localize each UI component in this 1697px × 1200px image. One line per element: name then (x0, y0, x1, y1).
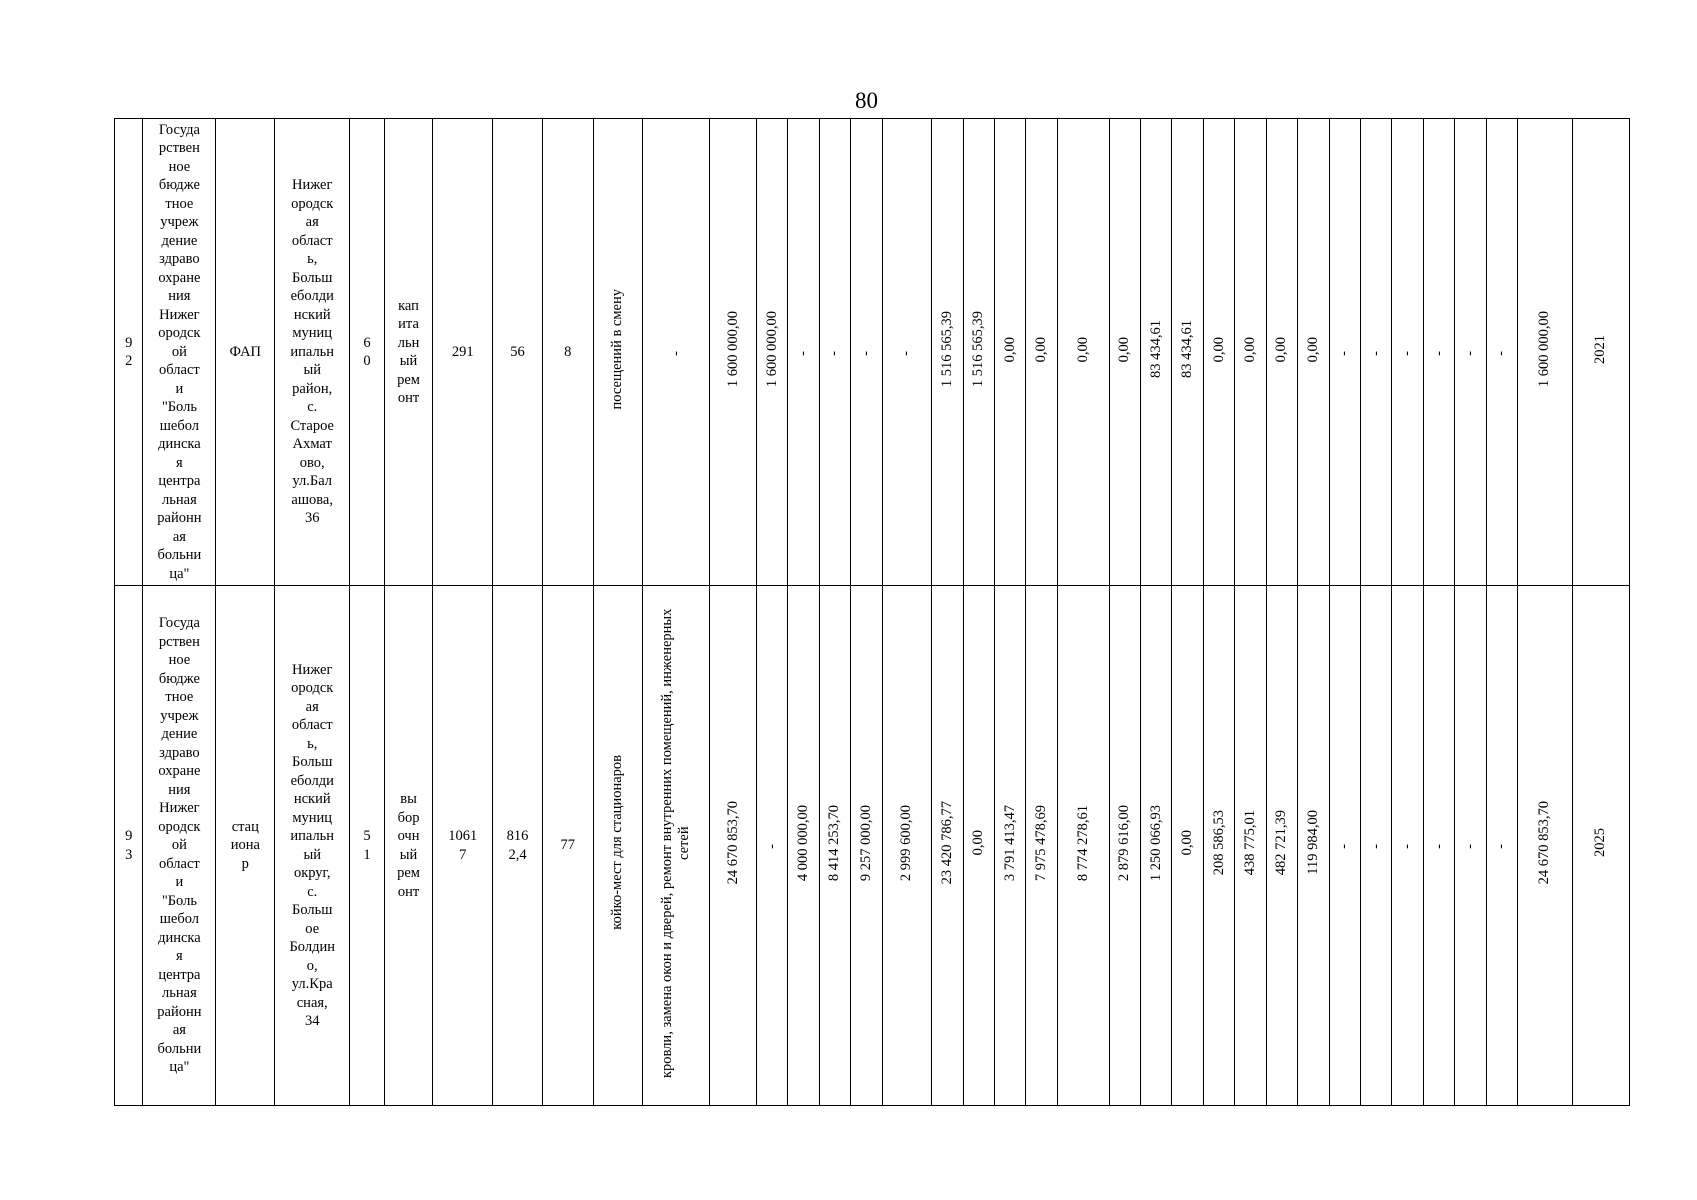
amount-cell-text: - (1493, 350, 1510, 356)
amount-cell-text: 1 250 066,93 (1147, 804, 1164, 881)
row-number-cell-text: 9 3 (125, 828, 133, 863)
year-cell (1572, 119, 1629, 586)
area-2-cell-text: 816 2,4 (506, 828, 529, 863)
amount-cell-text: - (1399, 844, 1416, 850)
amount-cell-text: 2 999 600,00 (898, 804, 915, 881)
amount-cell-text: 8 414 253,70 (826, 804, 843, 881)
amount-cell-text: 3 791 413,47 (1001, 804, 1018, 881)
capacity-unit-cell (593, 119, 643, 586)
amount-cell-text: 438 775,01 (1241, 810, 1258, 876)
amount-cell (1298, 119, 1329, 586)
amount-cell-text: - (1399, 350, 1416, 356)
capacity-cell (542, 119, 593, 586)
amount-cell-text: 0,00 (1116, 336, 1133, 362)
page-number: 80 (855, 88, 878, 113)
amount-cell (1360, 586, 1391, 1106)
capacity-cell (542, 586, 593, 1106)
amount-cell (1266, 119, 1297, 586)
amount-cell-text: - (1336, 844, 1353, 850)
amount-cell-text: - (763, 844, 780, 850)
work-description-cell (643, 119, 710, 586)
amount-cell (1423, 586, 1454, 1106)
amount-cell (1141, 586, 1172, 1106)
address-cell (275, 119, 350, 586)
amount-cell (1203, 586, 1234, 1106)
amount-cell (1455, 586, 1486, 1106)
amount-cell (851, 586, 882, 1106)
amount-cell-text: - (1461, 350, 1478, 356)
work-description-cell-text: кровли, замена окон и дверей, ремонт внутренних помещений, инженерных сетей (659, 608, 693, 1078)
area-2-cell-text: 56 (510, 343, 525, 360)
amount-cell-text: - (1430, 350, 1447, 356)
amount-cell (1329, 586, 1360, 1106)
amount-cell-text: - (826, 350, 843, 356)
amount-cell (963, 586, 994, 1106)
institution-cell-text: Госуда рствен ное бюдже тное учреж дение здраво охране ния Нижег ородск ой област и "Боль шебол динска я центра льная районн ая больни ца" (157, 121, 202, 582)
amount-cell (1266, 586, 1297, 1106)
amount-cell-text: 4 000 000,00 (794, 804, 811, 881)
year-cell-text: 2021 (1592, 334, 1609, 364)
amount-cell-text: 482 721,39 (1273, 810, 1290, 876)
amount-cell (1026, 586, 1057, 1106)
amount-cell (995, 586, 1026, 1106)
facility-type-cell (216, 586, 275, 1106)
amount-cell-text: 2 879 616,00 (1116, 804, 1133, 881)
amount-cell (1057, 586, 1109, 1106)
amount-cell-text: 23 420 786,77 (938, 801, 955, 885)
amount-cell (788, 119, 819, 586)
amount-cell-text: 0,00 (1210, 336, 1227, 362)
amount-cell-text: - (1430, 844, 1447, 850)
capacity-unit-cell-text: койко-мест для стационаров (609, 755, 626, 931)
capacity-cell-text: 77 (560, 837, 575, 854)
amount-cell-text: 208 586,53 (1210, 810, 1227, 876)
amount-cell (710, 119, 757, 586)
amount-cell-text: 0,00 (1304, 336, 1321, 362)
amount-cell-text: 7 975 478,69 (1033, 804, 1050, 881)
code-cell-text: 6 0 (363, 334, 371, 369)
amount-cell (1486, 119, 1517, 586)
amount-cell (1392, 586, 1423, 1106)
amount-cell (882, 586, 932, 1106)
amount-cell-text: 0,00 (1033, 336, 1050, 362)
amount-cell-text: 1 516 565,39 (938, 311, 955, 388)
work-description-cell-text: - (667, 350, 684, 356)
work-type-cell (384, 119, 433, 586)
amount-cell-text: - (794, 350, 811, 356)
amount-cell-text: 0,00 (1241, 336, 1258, 362)
amount-cell (1518, 586, 1573, 1106)
year-cell-text: 2025 (1592, 828, 1609, 858)
amount-cell-text: - (1367, 350, 1384, 356)
amount-cell-text: 83 434,61 (1179, 320, 1196, 379)
table-row (115, 586, 1630, 1106)
amount-cell (882, 119, 932, 586)
area-2-cell (493, 586, 543, 1106)
register-table (114, 118, 1630, 1106)
amount-cell (1109, 119, 1140, 586)
table-row (115, 119, 1630, 586)
amount-cell (1235, 586, 1266, 1106)
amount-cell (1172, 119, 1203, 586)
work-description-cell (643, 586, 710, 1106)
code-cell (350, 586, 384, 1106)
amount-cell-text: 8 774 278,61 (1074, 804, 1091, 881)
facility-type-cell-text: стац иона р (230, 818, 260, 872)
amount-cell-text: - (1493, 844, 1510, 850)
institution-cell-text: Госуда рствен ное бюдже тное учреж дение здраво охране ния Нижег ородск ой област и "Боль шебол динска я центра льная районн ая больни ца" (157, 615, 202, 1076)
year-cell (1572, 586, 1629, 1106)
address-cell (275, 586, 350, 1106)
amount-cell (1057, 119, 1109, 586)
amount-cell-text: 24 670 853,70 (724, 801, 741, 885)
amount-cell (788, 586, 819, 1106)
amount-cell-text: - (1367, 844, 1384, 850)
amount-cell-text: 0,00 (1001, 336, 1018, 362)
amount-cell-text: 0,00 (1273, 336, 1290, 362)
amount-cell (756, 119, 787, 586)
amount-cell (1109, 586, 1140, 1106)
amount-cell-text: 1 600 000,00 (1536, 311, 1553, 388)
address-cell-text: Нижег ородск ая област ь, Больш еболди нский муниц ипальн ый район, с. Старое Ахмат ово, ул.Бал ашова, 36 (290, 177, 335, 527)
capacity-unit-cell (593, 586, 643, 1106)
amount-cell-text: 0,00 (970, 830, 987, 856)
work-type-cell-text: вы бор очн ый рем онт (397, 791, 420, 900)
amount-cell (1392, 119, 1423, 586)
facility-type-cell (216, 119, 275, 586)
amount-cell (1235, 119, 1266, 586)
amount-cell (819, 119, 850, 586)
amount-cell-text: 1 600 000,00 (763, 311, 780, 388)
amount-cell (1455, 119, 1486, 586)
amount-cell-text: 24 670 853,70 (1536, 801, 1553, 885)
institution-cell (143, 586, 216, 1106)
amount-cell (819, 586, 850, 1106)
area-cell (433, 119, 493, 586)
amount-cell (1298, 586, 1329, 1106)
amount-cell (932, 119, 963, 586)
amount-cell (1026, 119, 1057, 586)
area-cell (433, 586, 493, 1106)
amount-cell (756, 586, 787, 1106)
amount-cell-text: 83 434,61 (1147, 320, 1164, 379)
amount-cell (851, 119, 882, 586)
area-2-cell (493, 119, 543, 586)
amount-cell (1486, 586, 1517, 1106)
amount-cell-text: 9 257 000,00 (857, 804, 874, 881)
capacity-unit-cell-text: посещений в смену (609, 289, 626, 410)
code-cell (350, 119, 384, 586)
amount-cell (1172, 586, 1203, 1106)
amount-cell-text: 1 600 000,00 (724, 311, 741, 388)
amount-cell (710, 586, 757, 1106)
amount-cell (1423, 119, 1454, 586)
amount-cell (963, 119, 994, 586)
amount-cell (1329, 119, 1360, 586)
facility-type-cell-text: ФАП (229, 343, 262, 360)
amount-cell-text: - (1336, 350, 1353, 356)
institution-cell (143, 119, 216, 586)
amount-cell (932, 586, 963, 1106)
amount-cell (1141, 119, 1172, 586)
work-type-cell-text: кап ита льн ый рем онт (397, 297, 420, 406)
amount-cell-text: - (857, 350, 874, 356)
row-number-cell (115, 119, 143, 586)
amount-cell-text: 0,00 (1074, 336, 1091, 362)
amount-cell-text: 1 516 565,39 (970, 311, 987, 388)
amount-cell-text: - (898, 350, 915, 356)
code-cell-text: 5 1 (363, 828, 371, 863)
amount-cell (995, 119, 1026, 586)
amount-cell-text: - (1461, 844, 1478, 850)
area-cell-text: 291 (451, 343, 474, 360)
amount-cell-text: 119 984,00 (1304, 810, 1321, 876)
row-number-cell (115, 586, 143, 1106)
amount-cell (1203, 119, 1234, 586)
row-number-cell-text: 9 2 (125, 334, 133, 369)
amount-cell (1360, 119, 1391, 586)
amount-cell-text: 0,00 (1179, 830, 1196, 856)
amount-cell (1518, 119, 1573, 586)
capacity-cell-text: 8 (564, 343, 572, 360)
area-cell-text: 1061 7 (448, 828, 478, 863)
address-cell-text: Нижег ородск ая област ь, Больш еболди нский муниц ипальн ый округ, с. Больш ое Болдин о, ул.Кра сная, 34 (289, 661, 335, 1029)
work-type-cell (384, 586, 433, 1106)
